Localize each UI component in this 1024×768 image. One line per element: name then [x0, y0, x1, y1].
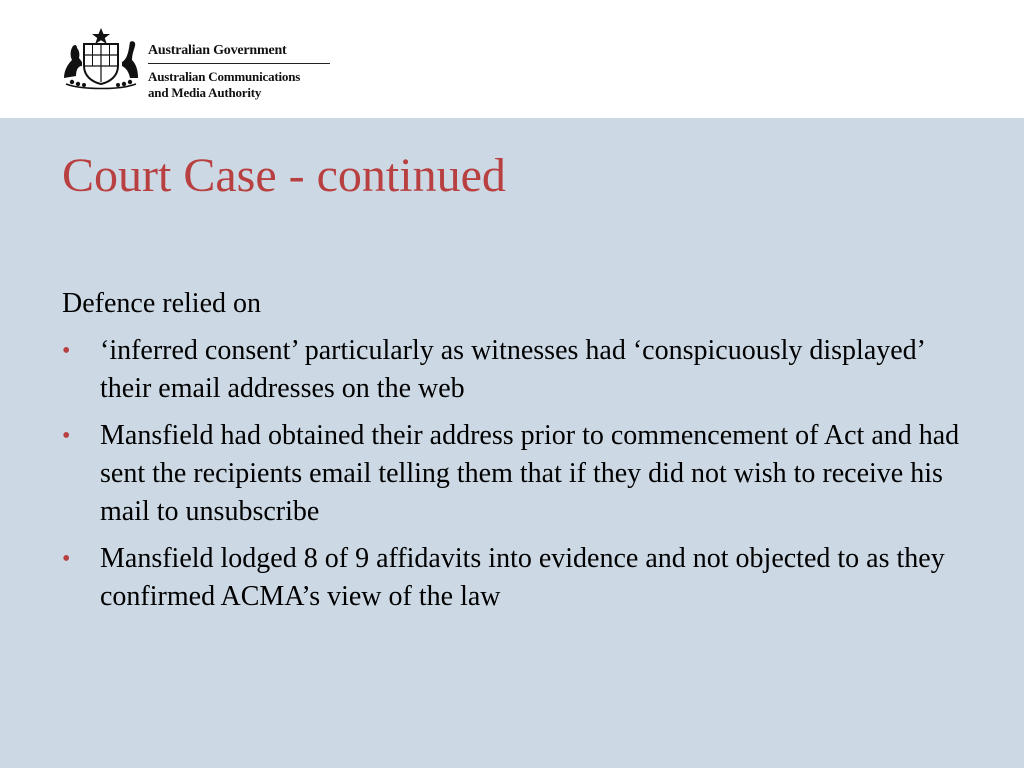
- agency-name-line-1: Australian Communications: [148, 69, 301, 84]
- bullet-icon: •: [62, 423, 71, 449]
- bullet-item: [62, 332, 982, 408]
- bullet-item: [62, 540, 982, 616]
- intro-text: Defence relied on: [62, 288, 261, 319]
- bullet-text: ‘inferred consent’ particularly as witnesses had ‘conspicuously displayed’ their email addresses on the web: [100, 335, 924, 404]
- agency-wordmark: [148, 43, 338, 101]
- slide-title: Court Case - continued: [62, 149, 506, 202]
- coat-of-arms-logo: [58, 26, 144, 90]
- bullet-item: [62, 417, 982, 531]
- slide-body: [62, 285, 982, 625]
- wordmark-divider: [148, 63, 330, 64]
- government-name: Australian Government: [148, 43, 287, 58]
- agency-name-line-2: and Media Authority: [148, 85, 262, 100]
- bullet-icon: •: [62, 338, 71, 364]
- bullet-text: Mansfield had obtained their address prior to commencement of Act and had sent the recipients email telling them that if they did not wish to receive his mail to unsubscribe: [100, 420, 960, 527]
- bullet-list: [62, 332, 982, 616]
- bullet-text: Mansfield lodged 8 of 9 affidavits into evidence and not objected to as they confirmed ACMA’s view of the law: [100, 543, 945, 612]
- bullet-icon: •: [62, 546, 71, 572]
- header-bar: [0, 0, 1024, 118]
